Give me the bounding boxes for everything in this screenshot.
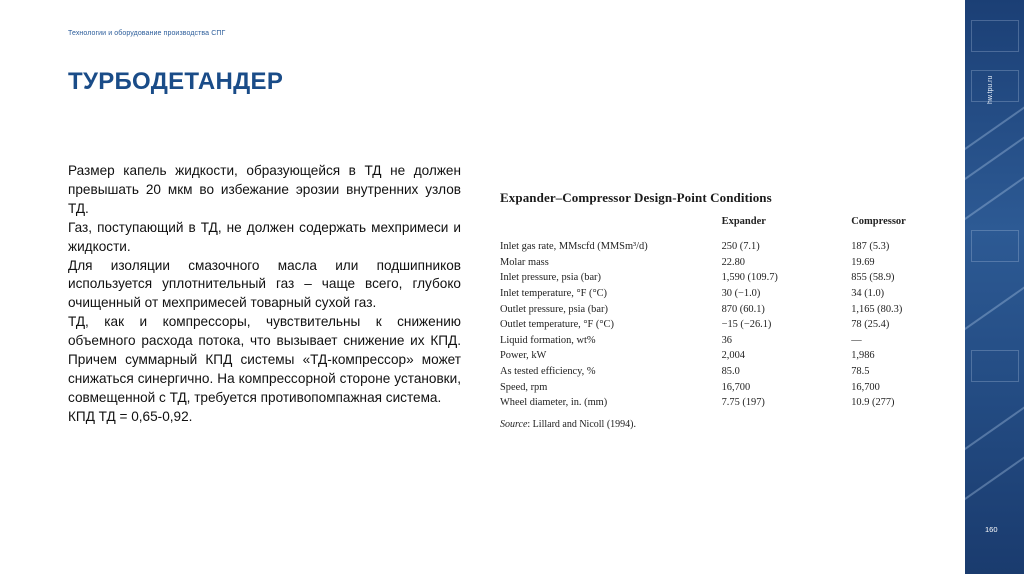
compressor-cell: 19.69 xyxy=(851,256,875,268)
parameter-cell: Outlet temperature, °F (°C) xyxy=(500,319,614,331)
expander-cell: 36 xyxy=(721,334,732,346)
table-header-compressor: Compressor xyxy=(851,216,906,227)
parameter-cell: Wheel diameter, in. (mm) xyxy=(500,397,608,409)
table-row xyxy=(500,364,920,380)
paragraph: Размер капель жидкости, образующейся в ТД не должен превышать 20 мкм во избежание эрозии внутренних узлов ТД. xyxy=(68,163,461,216)
compressor-cell: 10.9 (277) xyxy=(851,397,895,409)
parameter-cell: Liquid formation, wt% xyxy=(500,334,596,346)
table-row xyxy=(500,333,920,349)
expander-cell: 85.0 xyxy=(721,366,740,378)
parameter-cell: As tested efficiency, % xyxy=(500,366,596,378)
table-row xyxy=(500,286,920,302)
table-source xyxy=(500,419,940,430)
table-row xyxy=(500,395,920,411)
expander-cell: 7.75 (197) xyxy=(721,397,765,409)
paragraph: Газ, поступающий в ТД, не должен содержать мехпримеси и жидкости. xyxy=(68,219,461,254)
expander-cell: 1,590 (109.7) xyxy=(721,272,778,284)
expander-cell: 2,004 xyxy=(721,350,745,362)
paragraph: ТД, как и компрессоры, чувствительны к снижению объемного расхода потока, что вызывает снижение их КПД. Причем суммарный КПД системы «ТД-компрессор» может снижаться синергично. На компрессорной стороне установки, совмещенной с ТД, требуется противопомпажная система. xyxy=(68,314,461,405)
expander-cell: 30 (−1.0) xyxy=(721,288,761,300)
site-url: hw.tpu.ru xyxy=(987,75,994,104)
header-subtitle: Технологии и оборудование производства СПГ xyxy=(68,30,226,37)
source-text: : Lillard and Nicoll (1994). xyxy=(527,418,636,430)
parameter-cell: Outlet pressure, psia (bar) xyxy=(500,303,608,315)
compressor-cell: — xyxy=(851,334,862,346)
table-row xyxy=(500,301,920,317)
design-point-table xyxy=(500,216,920,411)
parameter-cell: Inlet pressure, psia (bar) xyxy=(500,272,601,284)
table-body xyxy=(500,239,920,411)
source-label: Source xyxy=(500,418,528,430)
paragraph: КПД ТД = 0,65-0,92. xyxy=(68,408,193,424)
table-row xyxy=(500,379,920,395)
parameter-cell: Power, kW xyxy=(500,350,547,362)
compressor-cell: 16,700 xyxy=(851,381,880,393)
slide-title: ТУРБОДЕТАНДЕР xyxy=(68,68,284,95)
compressor-cell: 34 (1.0) xyxy=(851,288,885,300)
compressor-cell: 187 (5.3) xyxy=(851,241,890,253)
design-point-table-block xyxy=(500,190,940,430)
parameter-cell: Inlet temperature, °F (°C) xyxy=(500,288,607,300)
table-header-blank xyxy=(500,216,722,239)
compressor-cell: 855 (58.9) xyxy=(851,272,895,284)
compressor-cell: 1,165 (80.3) xyxy=(851,303,903,315)
parameter-cell: Inlet gas rate, MMscfd (MMSm³/d) xyxy=(500,241,648,253)
expander-cell: 870 (60.1) xyxy=(721,303,765,315)
compressor-cell: 1,986 xyxy=(851,350,875,362)
paragraph: Для изоляции смазочного масла или подшипников используется уплотнительный газ – чаще всего, глубоко очищенный от мехпримесей товарный сухой газ. xyxy=(68,257,461,311)
table-title: Expander–Compressor Design-Point Conditions xyxy=(500,190,772,205)
parameter-cell: Molar mass xyxy=(500,256,549,268)
table-row xyxy=(500,270,920,286)
expander-cell: 250 (7.1) xyxy=(721,241,760,253)
compressor-cell: 78 (25.4) xyxy=(851,319,890,331)
table-header-row xyxy=(500,216,920,239)
page-number: 160 xyxy=(985,525,998,534)
table-row xyxy=(500,255,920,271)
table-row xyxy=(500,239,920,255)
table-row xyxy=(500,348,920,364)
expander-cell: −15 (−26.1) xyxy=(721,319,772,331)
table-header-expander: Expander xyxy=(721,216,766,227)
parameter-cell: Speed, rpm xyxy=(500,381,548,393)
expander-cell: 16,700 xyxy=(721,381,751,393)
table-row xyxy=(500,317,920,333)
expander-cell: 22.80 xyxy=(721,256,745,268)
compressor-cell: 78.5 xyxy=(851,366,870,378)
body-text xyxy=(68,162,461,427)
